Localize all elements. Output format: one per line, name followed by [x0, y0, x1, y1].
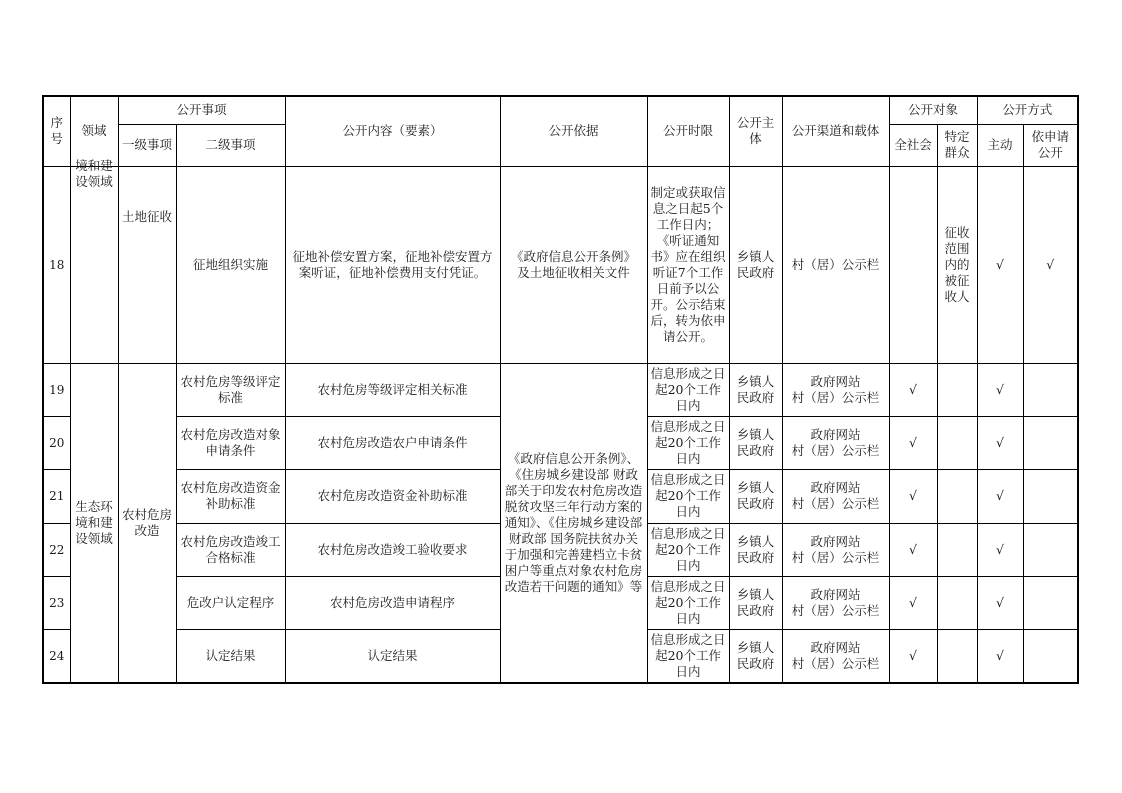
- target-all-cell: [889, 166, 937, 363]
- channel-cell: [782, 523, 889, 576]
- target-all-cell: √: [889, 576, 937, 629]
- request-check: [1023, 469, 1078, 523]
- subject-cell: 乡镇人民政府: [729, 469, 782, 523]
- row-seq: 21: [43, 469, 70, 523]
- subject-cell: 乡镇人民政府: [729, 576, 782, 629]
- row-seq: 18: [43, 166, 70, 363]
- level1-cell: [118, 166, 176, 363]
- channel-website: 政府网站: [810, 426, 861, 442]
- table-row: [43, 166, 1078, 363]
- level2-cell: 认定结果: [176, 629, 285, 683]
- target-specific-cell: [937, 469, 977, 523]
- level2-cell: 征地组织实施: [176, 166, 285, 363]
- request-check: [1023, 629, 1078, 683]
- header-target-all: 全社会: [889, 124, 937, 166]
- target-specific-cell: [937, 363, 977, 416]
- time-limit-cell: 信息形成之日起20个工作日内: [647, 469, 729, 523]
- level2-cell: 农村危房改造对象申请条件: [176, 416, 285, 469]
- channel-cell: [782, 469, 889, 523]
- level1-text: 土地征收: [121, 208, 172, 224]
- active-check: √: [977, 166, 1023, 363]
- request-check: [1023, 363, 1078, 416]
- target-specific-cell: [937, 629, 977, 683]
- target-all-cell: √: [889, 469, 937, 523]
- level2-cell: 农村危房改造资金补助标准: [176, 469, 285, 523]
- header-basis: 公开依据: [500, 96, 647, 166]
- subject-cell: 乡镇人民政府: [729, 523, 782, 576]
- active-check: √: [977, 363, 1023, 416]
- subject-cell: 乡镇人民政府: [729, 629, 782, 683]
- basis-cell: 《政府信息公开条例》及土地征收相关文件: [500, 166, 647, 363]
- request-check: [1023, 576, 1078, 629]
- active-check: √: [977, 523, 1023, 576]
- header-method-active: 主动: [977, 124, 1023, 166]
- row-seq: 22: [43, 523, 70, 576]
- header-channel: 公开渠道和载体: [782, 96, 889, 166]
- header-method-request: 依申请公开: [1023, 124, 1078, 166]
- channel-cell: [782, 363, 889, 416]
- target-specific-cell: [937, 523, 977, 576]
- row-seq: 23: [43, 576, 70, 629]
- time-limit-cell: 信息形成之日起20个工作日内: [647, 416, 729, 469]
- row-seq: 24: [43, 629, 70, 683]
- request-check: √: [1023, 166, 1078, 363]
- channel-cell: 村（居）公示栏: [782, 166, 889, 363]
- header-domain: 领域: [70, 96, 118, 166]
- active-check: √: [977, 469, 1023, 523]
- channel-board: 村（居）公示栏: [791, 442, 880, 458]
- channel-board: 村（居）公示栏: [791, 496, 880, 511]
- content-cell: 认定结果: [285, 629, 500, 683]
- target-all-cell: √: [889, 629, 937, 683]
- header-subject: 公开主体: [729, 96, 782, 166]
- basis-cell: 《政府信息公开条例》、《住房城乡建设部 财政部关于印发农村危房改造脱贫攻坚三年行动方案的通知》、《住房城乡建设部 财政部 国务院扶贫办关于加强和完善建档立卡贫困户等重点对象农村危房改造若干问题的通知》等: [500, 363, 647, 683]
- time-limit-cell: 制定或获取信息之日起5个工作日内；《听证通知书》应在组织听证7个工作日前予以公开。公示结束后，转为依申请公开。: [647, 166, 729, 363]
- domain-cell: [70, 157, 118, 363]
- target-specific-cell: 征收范围内的被征收人: [937, 166, 977, 363]
- content-cell: 农村危房改造农户申请条件: [285, 416, 500, 469]
- subject-cell: 乡镇人民政府: [729, 166, 782, 363]
- active-check: √: [977, 629, 1023, 683]
- row-seq: 19: [43, 363, 70, 416]
- domain-fragment: 境和建设领域: [75, 157, 113, 189]
- content-cell: 征地补偿安置方案，征地补偿安置方案听证，征地补偿费用支付凭证。: [285, 166, 500, 363]
- level2-cell: 危改户认定程序: [176, 576, 285, 629]
- content-cell: 农村危房改造竣工验收要求: [285, 523, 500, 576]
- level2-cell: 农村危房等级评定标准: [176, 363, 285, 416]
- target-all-cell: √: [889, 363, 937, 416]
- request-check: [1023, 523, 1078, 576]
- time-limit-cell: 信息形成之日起20个工作日内: [647, 629, 729, 683]
- target-all-cell: √: [889, 416, 937, 469]
- channel-website: 政府网站: [810, 586, 861, 602]
- channel-website: 政府网站: [810, 533, 861, 549]
- header-method: 公开方式: [977, 96, 1078, 124]
- channel-board: 村（居）公示栏: [791, 655, 880, 671]
- content-cell: 农村危房等级评定相关标准: [285, 363, 500, 416]
- header-target: 公开对象: [889, 96, 977, 124]
- row-seq: 20: [43, 416, 70, 469]
- subject-cell: 乡镇人民政府: [729, 363, 782, 416]
- header-seq: 序号: [43, 96, 70, 166]
- channel-board: 村（居）公示栏: [791, 549, 880, 565]
- channel-cell: [782, 416, 889, 469]
- header-target-specific: 特定群众: [937, 124, 977, 166]
- table-row: [43, 363, 1078, 416]
- disclosure-table: [42, 95, 1079, 684]
- time-limit-cell: 信息形成之日起20个工作日内: [647, 523, 729, 576]
- subject-cell: 乡镇人民政府: [729, 416, 782, 469]
- channel-website: 政府网站: [810, 639, 861, 655]
- active-check: √: [977, 576, 1023, 629]
- header-row-1: [43, 96, 1078, 124]
- header-level1: 一级事项: [118, 124, 176, 166]
- active-check: √: [977, 416, 1023, 469]
- header-level2: 二级事项: [176, 124, 285, 166]
- channel-cell: [782, 576, 889, 629]
- channel-board: 村（居）公示栏: [791, 389, 880, 405]
- level2-cell: 农村危房改造竣工合格标准: [176, 523, 285, 576]
- channel-website: 政府网站: [810, 373, 861, 389]
- target-all-cell: √: [889, 523, 937, 576]
- domain-cell: 生态环境和建设领域: [70, 363, 118, 683]
- level1-cell: 农村危房改造: [118, 363, 176, 683]
- content-cell: 农村危房改造申请程序: [285, 576, 500, 629]
- time-limit-cell: 信息形成之日起20个工作日内: [647, 576, 729, 629]
- header-public-items: 公开事项: [118, 96, 285, 124]
- channel-website: 政府网站: [810, 480, 861, 495]
- header-content: 公开内容（要素）: [285, 96, 500, 166]
- content-cell: 农村危房改造资金补助标准: [285, 469, 500, 523]
- channel-board: 村（居）公示栏: [791, 602, 880, 618]
- time-limit-cell: 信息形成之日起20个工作日内: [647, 363, 729, 416]
- request-check: [1023, 416, 1078, 469]
- target-specific-cell: [937, 576, 977, 629]
- channel-cell: [782, 629, 889, 683]
- target-specific-cell: [937, 416, 977, 469]
- header-time-limit: 公开时限: [647, 96, 729, 166]
